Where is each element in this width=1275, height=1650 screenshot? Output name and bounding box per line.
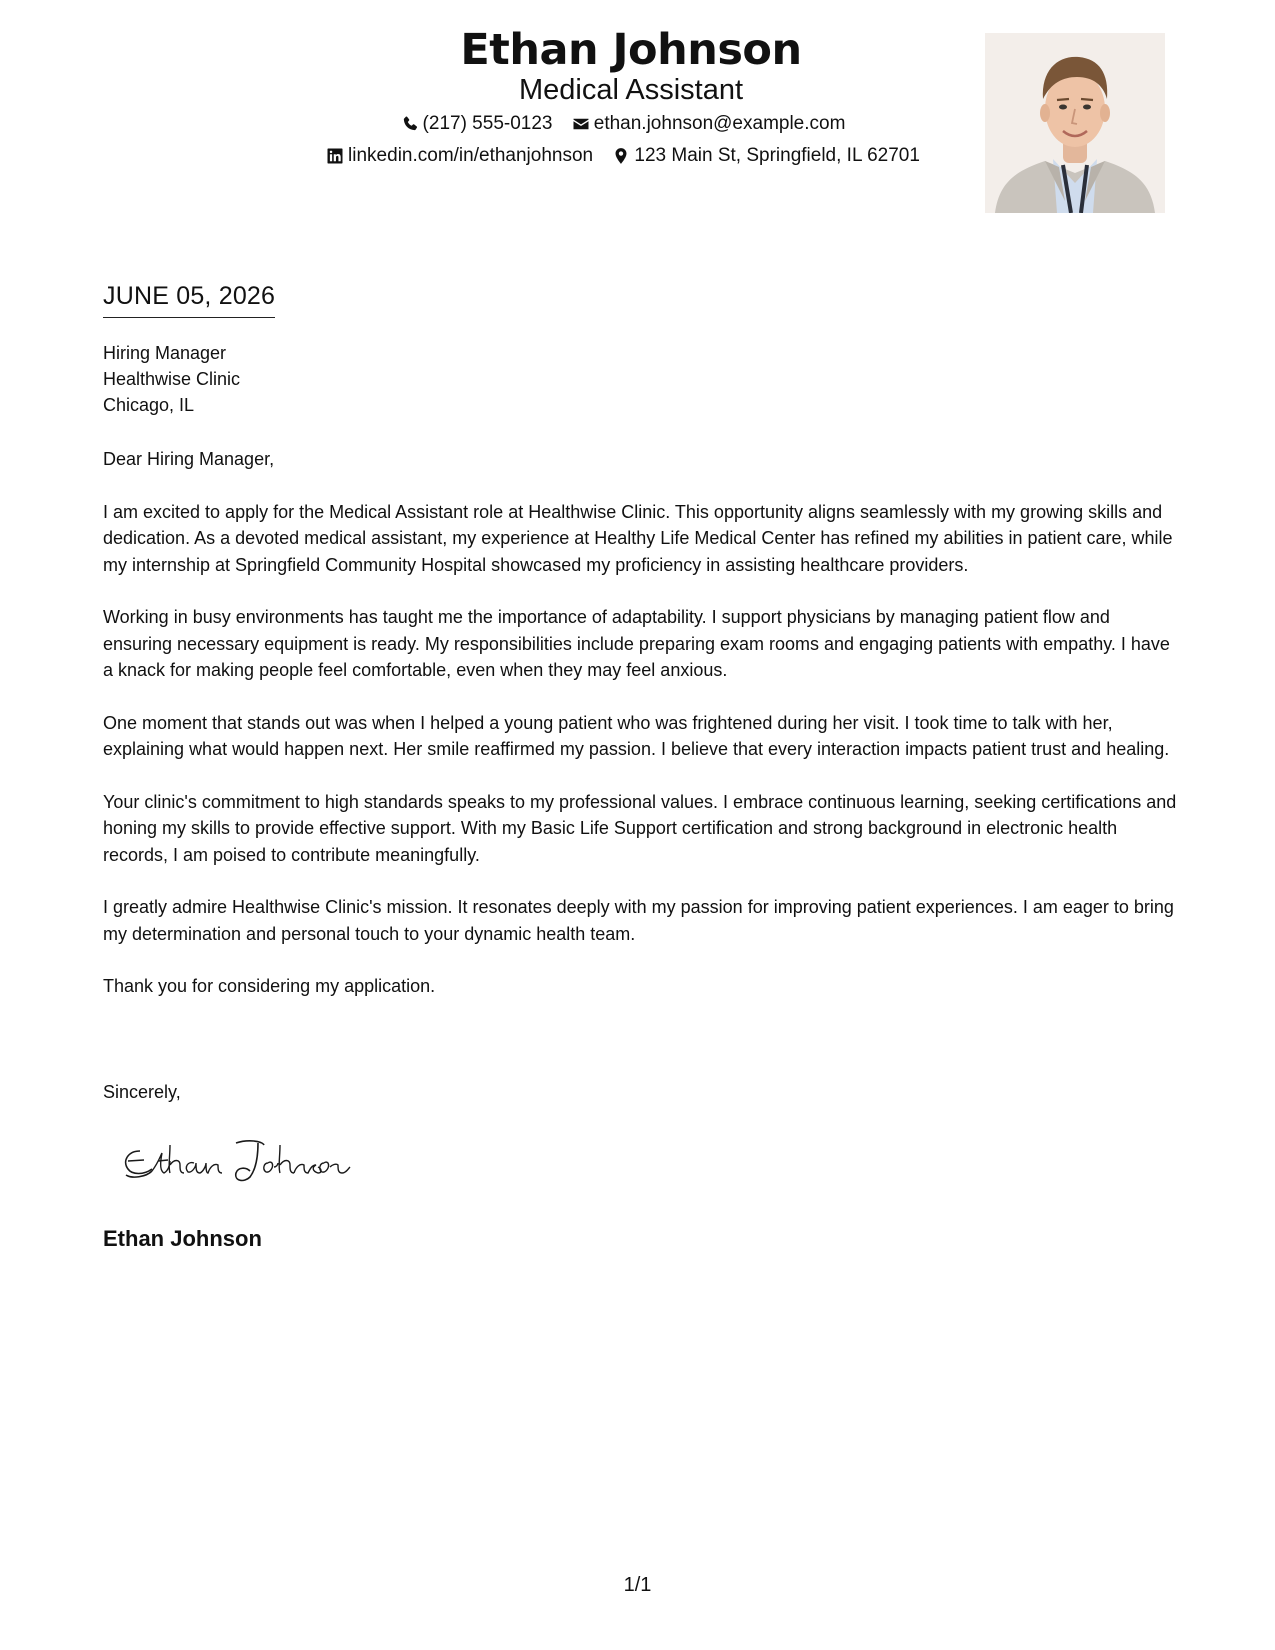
phone-text: (217) 555-0123	[422, 113, 553, 134]
contact-linkedin[interactable]	[326, 143, 593, 169]
profile-photo	[985, 33, 1165, 213]
applicant-name: Ethan Johnson	[460, 25, 802, 75]
applicant-role: Medical Assistant	[518, 74, 744, 106]
map-pin-icon	[612, 147, 630, 165]
closing: Sincerely,	[103, 1082, 181, 1102]
letter-date: JUNE 05, 2026	[103, 280, 275, 318]
signed-name: Ethan Johnson	[103, 1226, 262, 1251]
contact-email[interactable]	[572, 111, 846, 137]
contact-phone	[401, 111, 553, 137]
portrait-illustration	[985, 33, 1165, 213]
letter-body	[103, 446, 1183, 1026]
body-paragraph-4: Your clinic's commitment to high standards speaks to my professional values. I embrace continuous learning, seeking certifications and honing my skills to provide effective support. With my Basic Life Support certification and strong background in electronic health records, I am poised to contribute meaningfully.	[103, 791, 1177, 865]
email-text[interactable]: ethan.johnson@example.com	[593, 113, 846, 134]
body-paragraph-2: Working in busy environments has taught me the importance of adaptability. I support physicians by managing patient flow and ensuring necessary equipment is ready. My responsibilities include preparing exam rooms and engaging patients with empathy. I have a knack for making people feel comfortable, even when they may feel anxious.	[103, 607, 1170, 680]
recipient-block	[103, 340, 240, 418]
recipient-location: Chicago, IL	[103, 395, 195, 415]
address-text: 123 Main St, Springfield, IL 62701	[634, 145, 920, 166]
linkedin-icon	[326, 147, 344, 165]
handwritten-signature	[118, 1133, 358, 1189]
envelope-icon	[572, 115, 590, 133]
page-number: 1/1	[623, 1574, 652, 1596]
recipient-company: Healthwise Clinic	[103, 369, 241, 389]
linkedin-text[interactable]: linkedin.com/in/ethanjohnson	[348, 145, 594, 166]
contact-address	[612, 143, 920, 169]
body-paragraph-5: I greatly admire Healthwise Clinic's mission. It resonates deeply with my passion for improving patient experiences. I am eager to bring my determination and personal touch to your dynamic health team.	[103, 897, 1174, 944]
recipient-title: Hiring Manager	[103, 343, 227, 363]
salutation: Dear Hiring Manager,	[103, 449, 275, 469]
body-paragraph-1: I am excited to apply for the Medical Assistant role at Healthwise Clinic. This opportunity aligns seamlessly with my growing skills and dedication. As a devoted medical assistant, my experience at Healthy Life Medical Center has refined my abilities in patient care, while my internship at Springfield Community Hospital showcased my proficiency in assisting healthcare providers.	[103, 501, 1173, 575]
phone-icon	[401, 115, 419, 133]
body-paragraph-6: Thank you for considering my application.	[103, 976, 436, 996]
body-paragraph-3: One moment that stands out was when I helped a young patient who was frightened during her visit. I took time to talk with her, explaining what would happen next. Her smile reaffirmed my passion. I believe that every interaction impacts patient trust and healing.	[103, 712, 1170, 759]
